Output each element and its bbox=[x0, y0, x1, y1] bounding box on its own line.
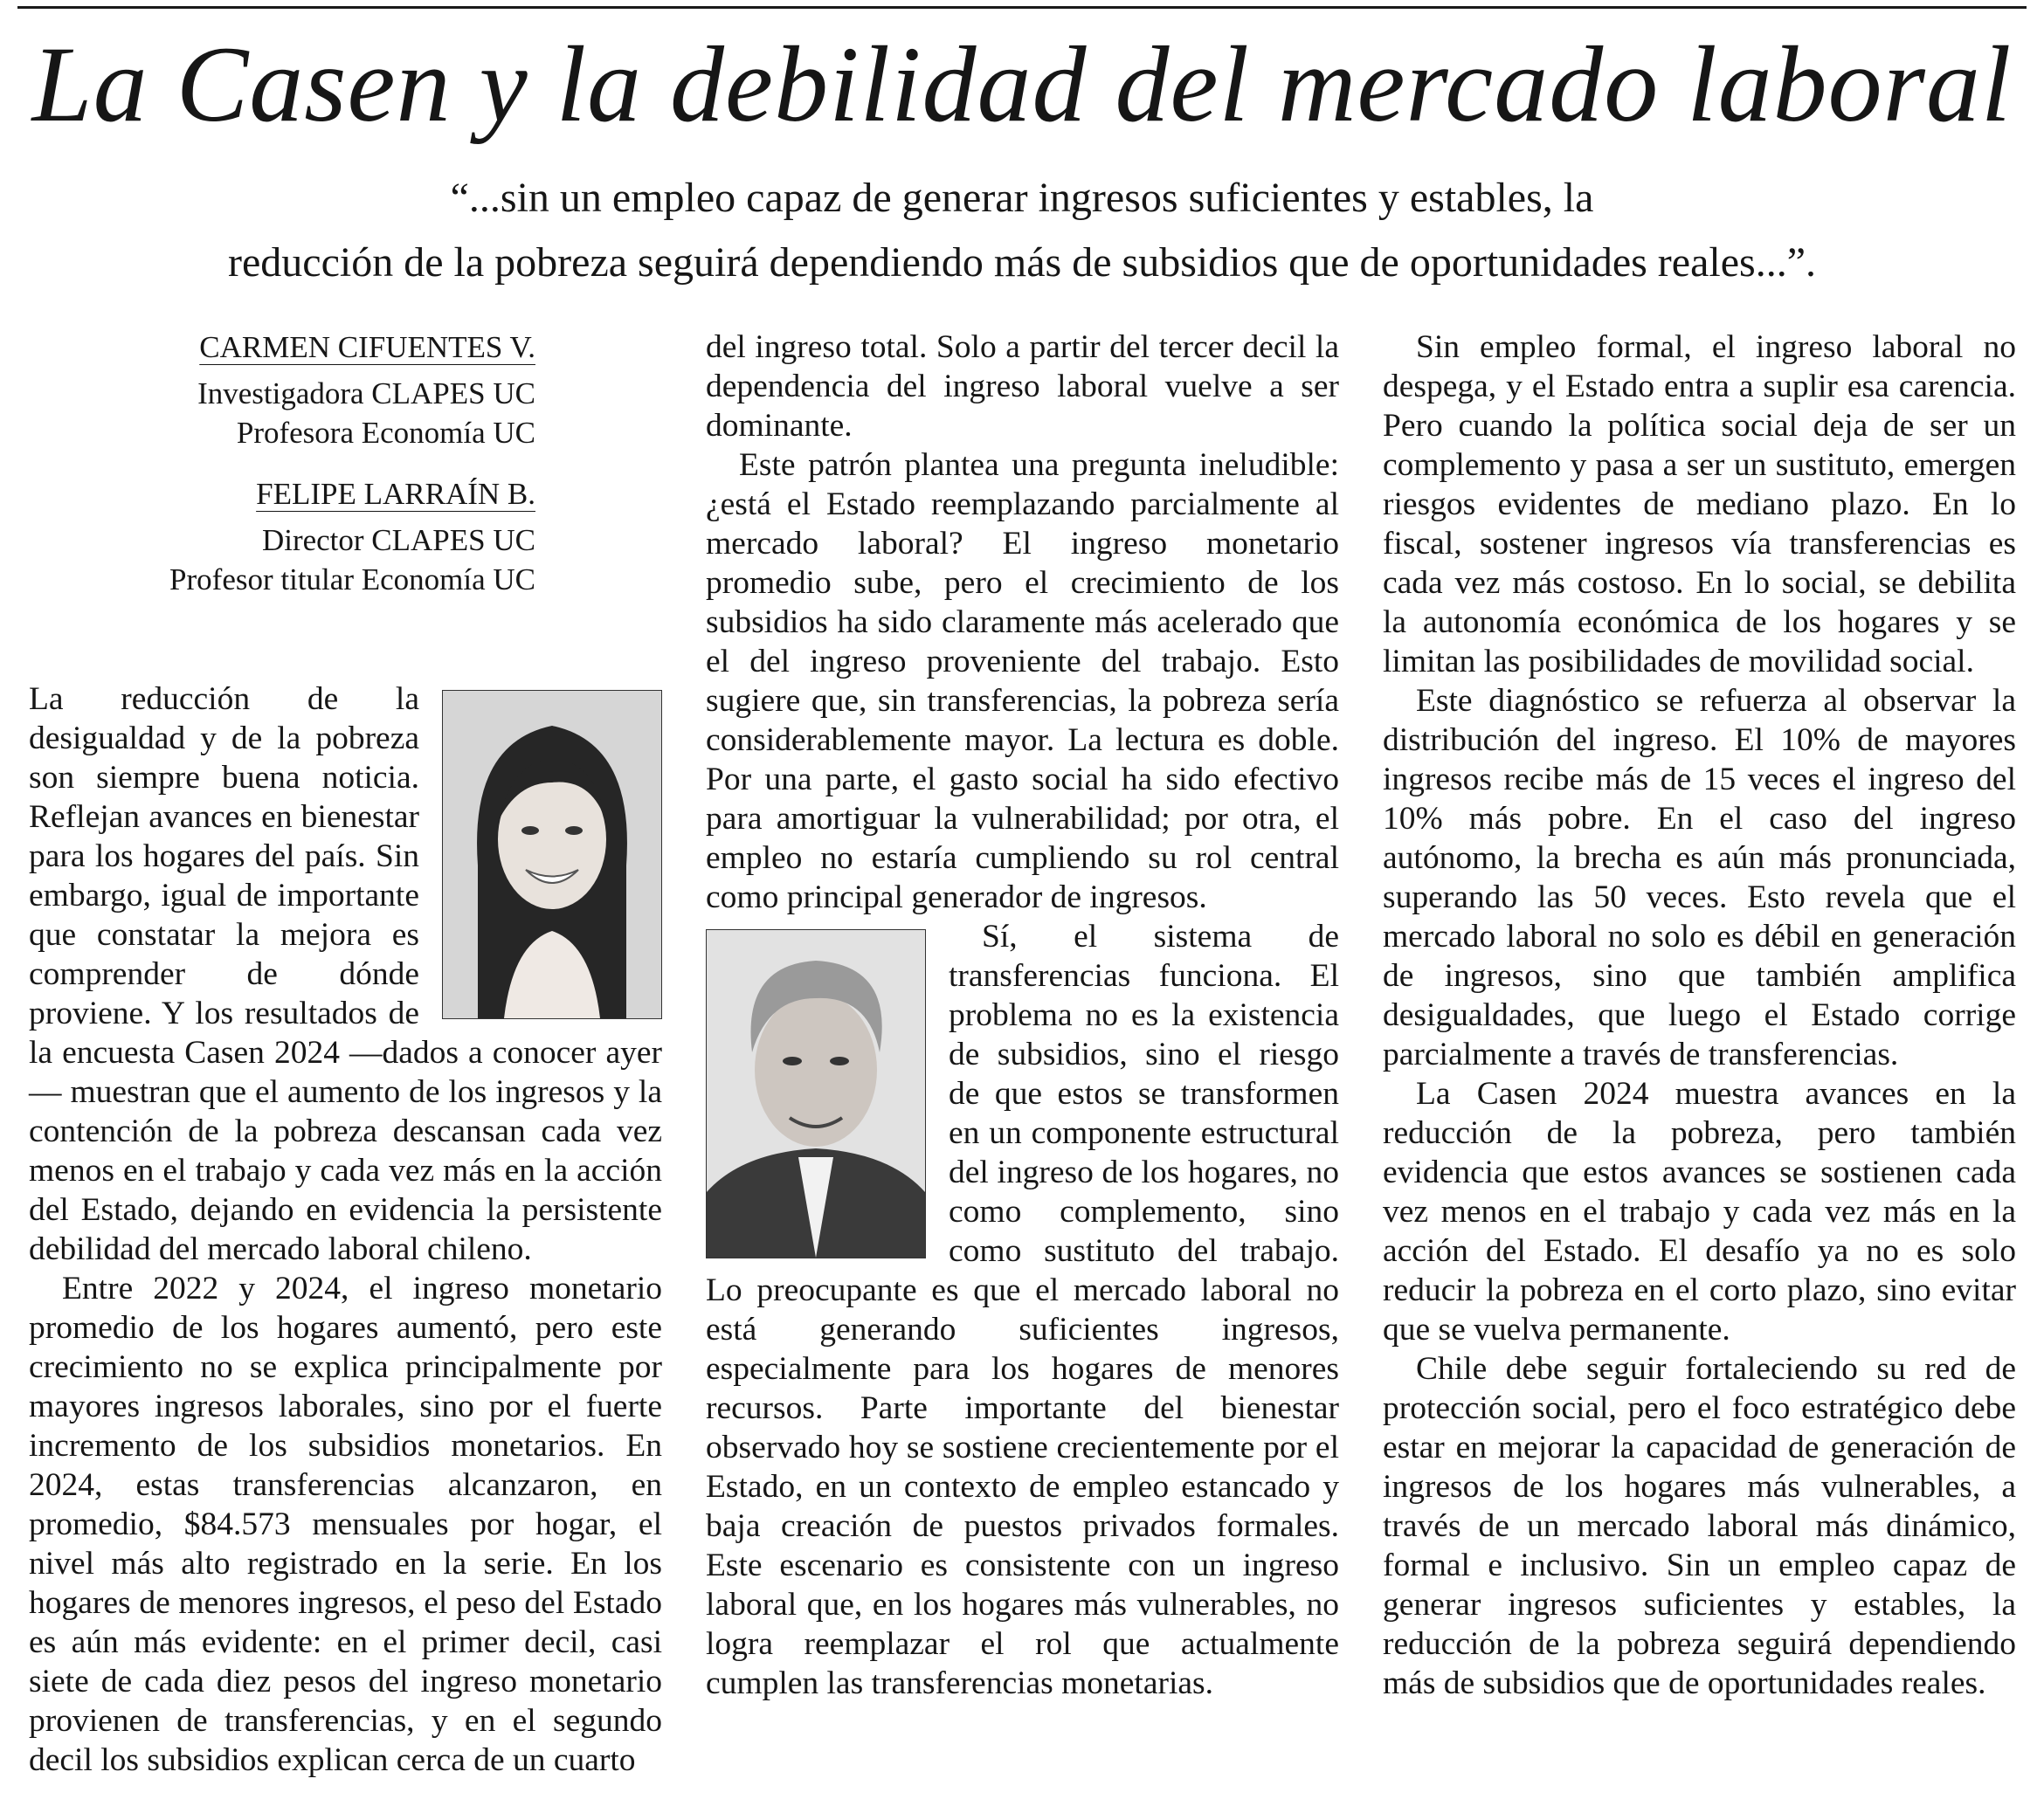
paragraph-1: La reducción de la desigualdad y de la pobreza son siempre buena noticia. Reflejan avances en bienestar para los hogares del país. Sin embargo, igual de importante que constatar la mejora es comprender de dónde proviene. Y los resultados de la encuesta Casen 2024 —dados a conocer ayer— muestran que el aumento de los ingresos y la contención de la pobreza descansan cada vez menos en el trabajo y cada vez más en la acción del Estado, dejando en evidencia la persistente debilidad del mercado laboral chileno. bbox=[29, 681, 662, 1267]
author-role: Investigadora CLAPES UC bbox=[197, 376, 535, 410]
pull-quote bbox=[52, 166, 1992, 295]
author-name: FELIPE LARRAÍN B. bbox=[256, 477, 535, 511]
author-photo-woman bbox=[442, 690, 662, 1019]
paragraph-5: Sin empleo formal, el ingreso laboral no despega, y el Estado entra a suplir esa carencia. Pero cuando la política social deja de ser un complemento y pasa a ser un sustituto, emergen riesgos evidentes de mediano plazo. En lo fiscal, sostener ingresos vía transferencias es cada vez más costoso. En lo social, se debilita la autonomía económica de los hogares y se limitan las posibilidades de movilidad social. bbox=[1383, 329, 2016, 679]
pull-quote-line-1: “...sin un empleo capaz de generar ingresos suficientes y estables, la bbox=[450, 175, 1594, 221]
paragraph-3: Este patrón plantea una pregunta ineludible: ¿está el Estado reemplazando parcialmente al mercado laboral? El ingreso monetario promedio sube, pero el crecimiento de los subsidios ha sido claramente más acelerado que el del ingreso proveniente del trabajo. Esto sugiere que, sin transferencias, la pobreza sería considerablemente mayor. La lectura es doble. Por una parte, el gasto social ha sido efectivo para amortiguar la vulnerabilidad; por otra, el empleo no estaría cumpliendo su rol central como principal generador de ingresos. bbox=[706, 447, 1339, 915]
pull-quote-line-2: reducción de la pobreza seguirá dependiendo más de subsidios que de oportunidades reales...”. bbox=[227, 239, 1817, 286]
author-block-1 bbox=[29, 327, 535, 452]
author-role: Director CLAPES UC bbox=[261, 523, 535, 557]
author-name: CARMEN CIFUENTES V. bbox=[199, 330, 535, 364]
column-1 bbox=[29, 327, 662, 1780]
author-photo-man bbox=[706, 929, 926, 1258]
paragraph-4: Sí, el sistema de transferencias funciona. El problema no es la existencia de subsidios, sino el riesgo de que estos se transformen en un componente estructural del ingreso de los hogares, no como complemento, sino como sustituto del trabajo. Lo preocupante es que el mercado laboral no está generando suficientes ingresos, especialmente para los hogares de menores recursos. Parte importante del bienestar observado hoy se sostiene crecientemente por el Estado, en un contexto de empleo estancado y baja creación de puestos privados formales. Este escenario es consistente con un ingreso laboral que, en los hogares más vulnerables, no logra reemplazar el rol que actualmente cumplen las transferencias monetarias. bbox=[706, 919, 1339, 1701]
column-2 bbox=[706, 327, 1339, 1703]
author-role: Profesor titular Economía UC bbox=[169, 562, 535, 596]
author-role: Profesora Economía UC bbox=[236, 416, 535, 450]
paragraph-7: La Casen 2024 muestra avances en la reducción de la pobreza, pero también evidencia que estos avances se sostienen cada vez menos en el trabajo y cada vez más en la acción del Estado. El desafío ya no es solo reducir la pobreza en el corto plazo, sino evitar que se vuelva permanente. bbox=[1383, 1076, 2016, 1348]
author-block-2 bbox=[29, 474, 535, 599]
column-3 bbox=[1383, 327, 2016, 1703]
paragraph-6: Este diagnóstico se refuerza al observar la distribución del ingreso. El 10% de mayores ingresos recibe más de 15 veces el ingreso del 10% más pobre. En el caso del ingreso autónomo, la brecha es aún más pronunciada, superando las 50 veces. Esto revela que el mercado laboral no solo es débil en generación de ingresos, sino que también amplifica desigualdades, que luego el Estado corrige parcialmente a través de transferencias. bbox=[1383, 683, 2016, 1072]
paragraph-8: Chile debe seguir fortaleciendo su red de protección social, pero el foco estratégico debe estar en mejorar la capacidad de generación de ingresos de los hogares más vulnerables, a través de un mercado laboral más dinámico, formal e inclusivo. Sin un empleo capaz de generar ingresos suficientes y estables, la reducción de la pobreza seguirá dependiendo más de subsidios que de oportunidades reales. bbox=[1383, 1351, 2016, 1701]
portrait-woman-icon bbox=[443, 691, 661, 1018]
headline: La Casen y la debilidad del mercado laboral bbox=[31, 24, 2013, 144]
top-rule bbox=[17, 6, 2027, 9]
portrait-man-icon bbox=[707, 930, 925, 1258]
paragraph-2-continued: del ingreso total. Solo a partir del tercer decil la dependencia del ingreso laboral vuelve a ser dominante. bbox=[706, 329, 1339, 444]
paragraph-2: Entre 2022 y 2024, el ingreso monetario promedio de los hogares aumentó, pero este crecimiento no se explica principalmente por mayores ingresos laborales, sino por el fuerte incremento de los subsidios monetarios. En 2024, estas transferencias alcanzaron, en promedio, $84.573 mensuales por hogar, el nivel más alto registrado en la serie. En los hogares de menores ingresos, el peso del Estado es aún más evidente: en el primer decil, casi siete de cada diez pesos del ingreso monetario provienen de transferencias, y en el segundo decil los subsidios explican cerca de un cuarto bbox=[29, 1271, 662, 1778]
